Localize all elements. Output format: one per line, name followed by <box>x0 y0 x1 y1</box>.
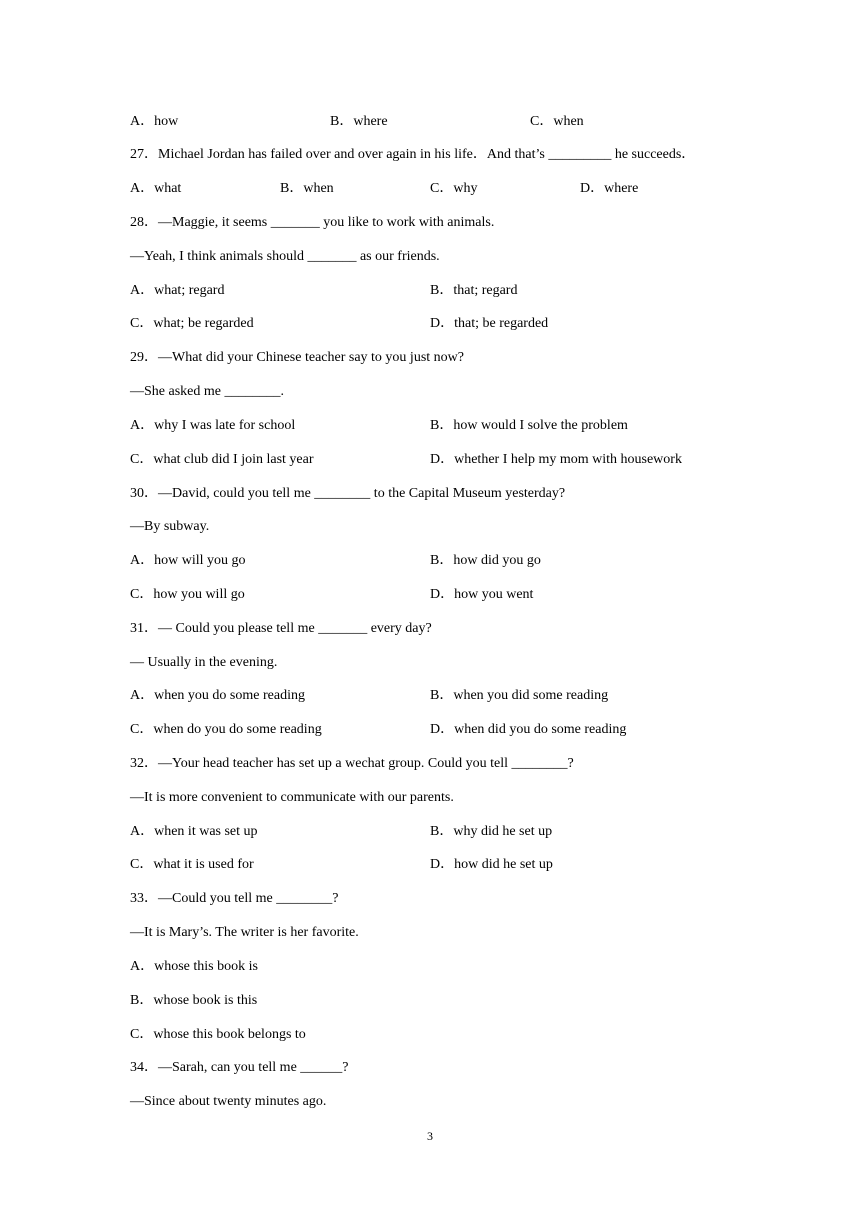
q27-option-b: B．when <box>280 181 334 196</box>
q26-option-c: C．when <box>530 114 584 129</box>
q27-option-a: A．what <box>130 181 182 196</box>
q32-option-a: A．when it was set up <box>130 824 258 839</box>
q31-option-b: B．when you did some reading <box>430 688 609 703</box>
q32-option-b: B．why did he set up <box>430 824 553 839</box>
q26-option-a: A．how <box>130 114 179 129</box>
q31-option-c: C．when do you do some reading <box>130 722 322 737</box>
question-34-reply: —Since about twenty minutes ago. <box>130 1094 327 1109</box>
question-28-stem: 28．—Maggie, it seems _______ you like to work with animals. <box>130 215 495 230</box>
question-34-stem: 34．—Sarah, can you tell me ______? <box>130 1060 349 1075</box>
question-30-stem: 30．—David, could you tell me ________ to the Capital Museum yesterday? <box>130 486 566 501</box>
q29-option-c: C．what club did I join last year <box>130 452 314 467</box>
question-32-stem: 32．—Your head teacher has set up a wechat group. Could you tell ________? <box>130 756 574 771</box>
q29-option-d: D．whether I help my mom with housework <box>430 452 682 467</box>
q31-option-a: A．when you do some reading <box>130 688 305 703</box>
q28-option-b: B．that; regard <box>430 283 518 298</box>
q30-option-d: D．how you went <box>430 587 534 602</box>
question-32-reply: —It is more convenient to communicate with our parents. <box>130 790 454 805</box>
q27-option-c: C．why <box>430 181 478 196</box>
question-29-reply: —She asked me ________. <box>130 384 284 399</box>
q33-option-a: A．whose this book is <box>130 959 258 974</box>
q30-option-a: A．how will you go <box>130 553 246 568</box>
q32-option-c: C．what it is used for <box>130 857 254 872</box>
question-28-reply: —Yeah, I think animals should _______ as our friends. <box>130 249 440 264</box>
question-30-reply: —By subway. <box>130 519 210 534</box>
question-29-stem: 29．—What did your Chinese teacher say to you just now? <box>130 350 464 365</box>
q30-option-c: C．how you will go <box>130 587 245 602</box>
question-33-stem: 33．—Could you tell me ________? <box>130 891 339 906</box>
question-31-stem: 31．— Could you please tell me _______ every day? <box>130 621 432 636</box>
q26-option-b: B．where <box>330 114 388 129</box>
q29-option-b: B．how would I solve the problem <box>430 418 628 433</box>
question-27-stem: 27．Michael Jordan has failed over and over again in his life．And that’s _________ he succeeds． <box>130 147 696 162</box>
q31-option-d: D．when did you do some reading <box>430 722 627 737</box>
q33-option-c: C．whose this book belongs to <box>130 1027 306 1042</box>
page-number: 3 <box>427 1129 433 1143</box>
q27-option-d: D．where <box>580 181 639 196</box>
q28-option-d: D．that; be regarded <box>430 316 549 331</box>
q29-option-a: A．why I was late for school <box>130 418 296 433</box>
q30-option-b: B．how did you go <box>430 553 541 568</box>
q33-option-b: B．whose book is this <box>130 993 258 1008</box>
q28-option-c: C．what; be regarded <box>130 316 254 331</box>
question-33-reply: —It is Mary’s. The writer is her favorite. <box>130 925 359 940</box>
q32-option-d: D．how did he set up <box>430 857 553 872</box>
question-31-reply: — Usually in the evening. <box>130 655 278 670</box>
q28-option-a: A．what; regard <box>130 283 225 298</box>
